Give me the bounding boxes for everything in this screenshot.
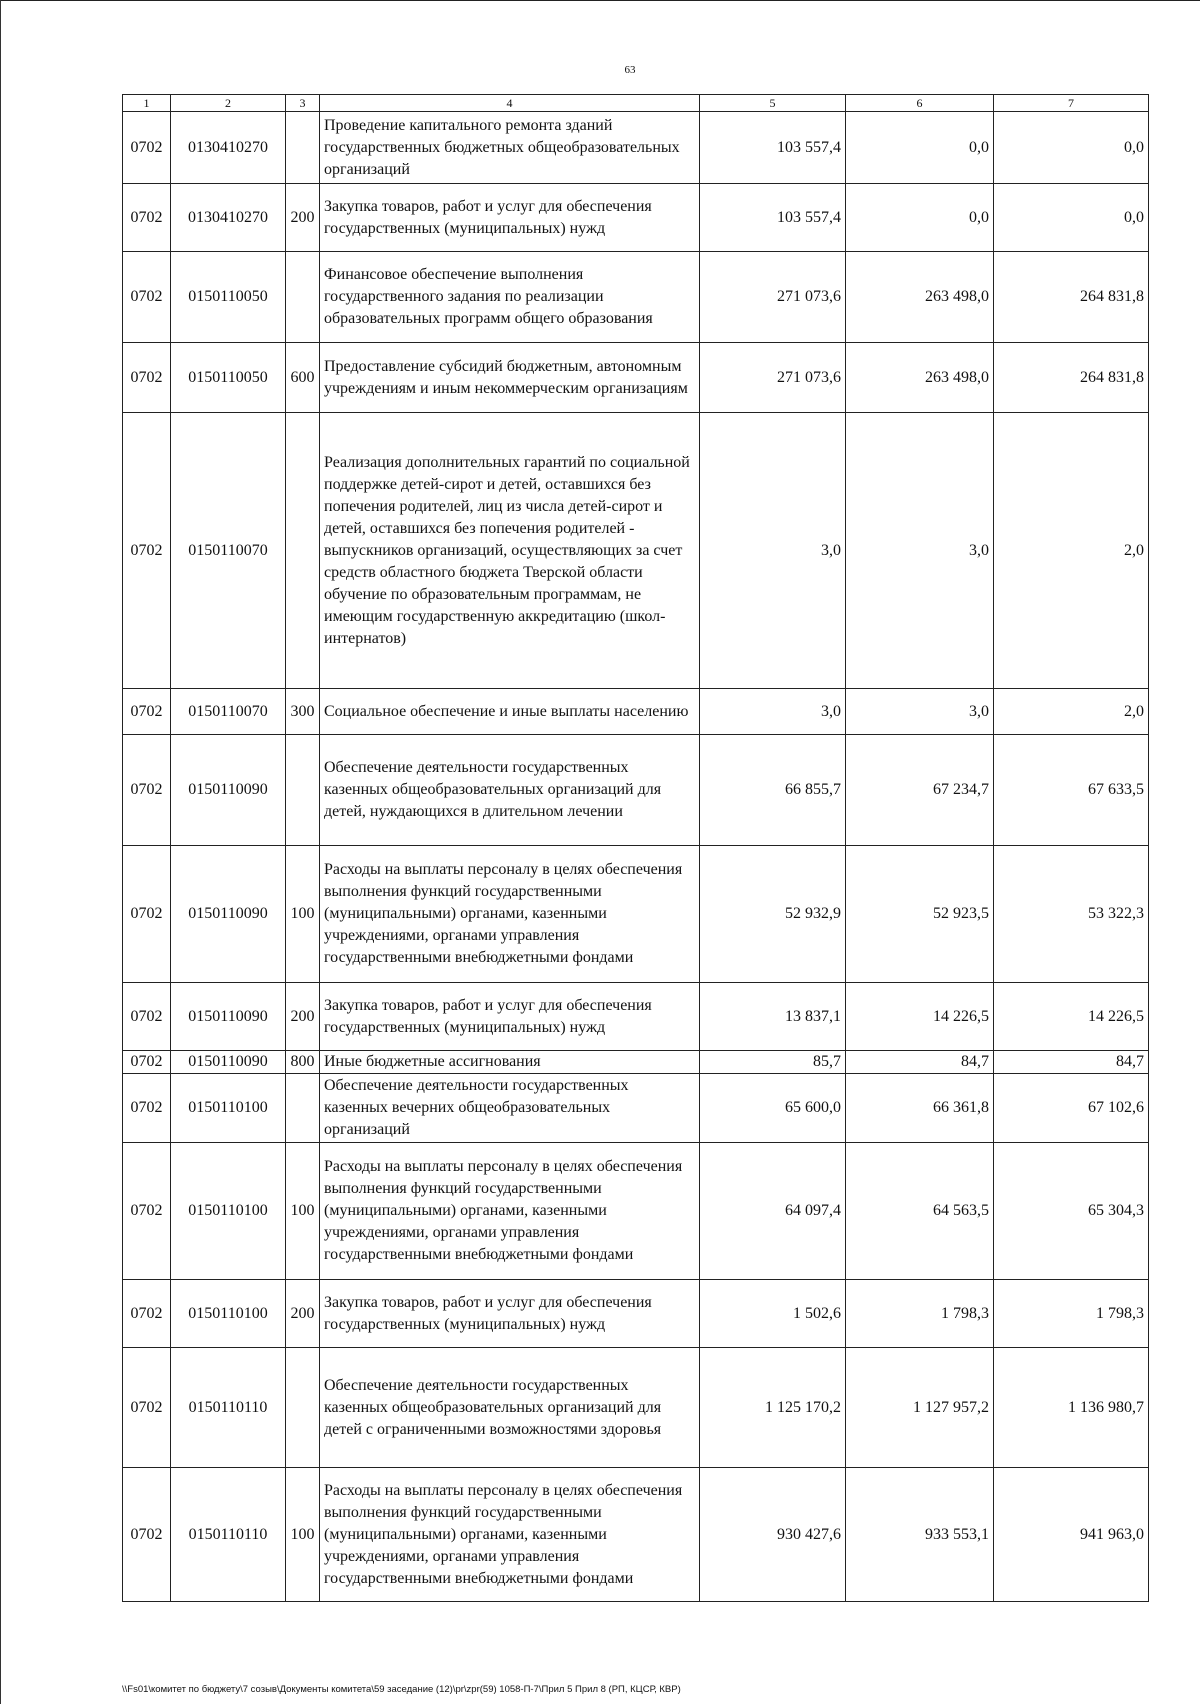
item-name: Расходы на выплаты персоналу в целях обеспечения выполнения функций государственными (муниципальными) органами, казенными учреждениями, органами управления государственными внебюджетными фондами [320,1468,700,1602]
section-code: 0702 [123,184,171,252]
target-article: 0150110090 [171,735,286,846]
col-header-1: 1 [123,95,171,112]
amount-col6: 64 563,5 [846,1143,994,1280]
table-row [123,1143,1149,1280]
item-name: Обеспечение деятельности государственных казенных общеобразовательных организаций для детей с ограниченными возможностями здоровья [320,1348,700,1468]
table-row [123,343,1149,413]
expense-type [286,735,320,846]
amount-col7: 67 633,5 [994,735,1149,846]
amount-col5: 1 125 170,2 [700,1348,846,1468]
section-code: 0702 [123,1074,171,1143]
section-code: 0702 [123,413,171,689]
table-row [123,735,1149,846]
section-code: 0702 [123,1468,171,1602]
amount-col5: 3,0 [700,689,846,735]
amount-col7: 1 798,3 [994,1280,1149,1348]
expense-type: 200 [286,1280,320,1348]
amount-col7: 14 226,5 [994,983,1149,1051]
amount-col6: 67 234,7 [846,735,994,846]
expense-type: 300 [286,689,320,735]
section-code: 0702 [123,846,171,983]
amount-col7: 2,0 [994,413,1149,689]
expense-type: 100 [286,846,320,983]
amount-col7: 264 831,8 [994,343,1149,413]
expense-type [286,1074,320,1143]
col-header-5: 5 [700,95,846,112]
section-code: 0702 [123,1143,171,1280]
table-row [123,1074,1149,1143]
amount-col5: 52 932,9 [700,846,846,983]
col-header-2: 2 [171,95,286,112]
item-name: Иные бюджетные ассигнования [320,1051,700,1074]
expense-type: 600 [286,343,320,413]
table-body [123,112,1149,1602]
table-row [123,983,1149,1051]
expense-type: 200 [286,983,320,1051]
amount-col7: 0,0 [994,184,1149,252]
section-code: 0702 [123,983,171,1051]
expense-type: 200 [286,184,320,252]
column-number-row [123,95,1149,112]
item-name: Финансовое обеспечение выполнения государственного задания по реализации образовательных программ общего образования [320,252,700,343]
expense-type [286,112,320,184]
amount-col5: 64 097,4 [700,1143,846,1280]
amount-col6: 66 361,8 [846,1074,994,1143]
table-row [123,1348,1149,1468]
item-name: Проведение капитального ремонта зданий государственных бюджетных общеобразовательных организаций [320,112,700,184]
item-name: Обеспечение деятельности государственных казенных общеобразовательных организаций для детей, нуждающихся в длительном лечении [320,735,700,846]
expense-type [286,1348,320,1468]
amount-col6: 3,0 [846,413,994,689]
table-row [123,846,1149,983]
target-article: 0150110100 [171,1143,286,1280]
amount-col5: 13 837,1 [700,983,846,1051]
amount-col7: 67 102,6 [994,1074,1149,1143]
amount-col5: 930 427,6 [700,1468,846,1602]
item-name: Реализация дополнительных гарантий по социальной поддержке детей-сирот и детей, оставшихся без попечения родителей, лиц из числа детей-сирот и детей, оставшихся без попечения родителей - выпускников организаций, осуществляющих за счет средств областного бюджета Тверской области обучение по образовательным программам, не имеющим государственную аккредитацию (школ-интернатов) [320,413,700,689]
expense-type: 100 [286,1143,320,1280]
amount-col5: 65 600,0 [700,1074,846,1143]
amount-col6: 263 498,0 [846,343,994,413]
section-code: 0702 [123,1348,171,1468]
amount-col7: 65 304,3 [994,1143,1149,1280]
expense-type [286,252,320,343]
table-row [123,1468,1149,1602]
target-article: 0150110090 [171,846,286,983]
item-name: Расходы на выплаты персоналу в целях обеспечения выполнения функций государственными (муниципальными) органами, казенными учреждениями, органами управления государственными внебюджетными фондами [320,1143,700,1280]
amount-col7: 264 831,8 [994,252,1149,343]
target-article: 0150110100 [171,1074,286,1143]
section-code: 0702 [123,735,171,846]
amount-col5: 103 557,4 [700,184,846,252]
amount-col5: 271 073,6 [700,252,846,343]
col-header-3: 3 [286,95,320,112]
table-row [123,1051,1149,1074]
expense-type: 100 [286,1468,320,1602]
table-row [123,112,1149,184]
amount-col7: 84,7 [994,1051,1149,1074]
target-article: 0150110090 [171,983,286,1051]
amount-col7: 2,0 [994,689,1149,735]
target-article: 0130410270 [171,184,286,252]
amount-col7: 0,0 [994,112,1149,184]
col-header-4: 4 [320,95,700,112]
item-name: Предоставление субсидий бюджетным, автономным учреждениям и иным некоммерческим организациям [320,343,700,413]
item-name: Обеспечение деятельности государственных казенных вечерних общеобразовательных организаций [320,1074,700,1143]
section-code: 0702 [123,343,171,413]
table-row [123,184,1149,252]
amount-col5: 3,0 [700,413,846,689]
amount-col7: 941 963,0 [994,1468,1149,1602]
target-article: 0150110070 [171,413,286,689]
expense-type: 800 [286,1051,320,1074]
target-article: 0150110110 [171,1348,286,1468]
amount-col5: 85,7 [700,1051,846,1074]
section-code: 0702 [123,689,171,735]
item-name: Социальное обеспечение и иные выплаты населению [320,689,700,735]
item-name: Закупка товаров, работ и услуг для обеспечения государственных (муниципальных) нужд [320,1280,700,1348]
budget-table [122,94,1149,1602]
amount-col6: 1 127 957,2 [846,1348,994,1468]
section-code: 0702 [123,1280,171,1348]
expense-type [286,413,320,689]
target-article: 0130410270 [171,112,286,184]
amount-col6: 263 498,0 [846,252,994,343]
section-code: 0702 [123,252,171,343]
amount-col6: 52 923,5 [846,846,994,983]
target-article: 0150110100 [171,1280,286,1348]
page-number: 63 [624,64,636,76]
scan-border-top [0,0,1200,1]
table-row [123,689,1149,735]
table-row [123,252,1149,343]
section-code: 0702 [123,1051,171,1074]
amount-col6: 933 553,1 [846,1468,994,1602]
amount-col6: 1 798,3 [846,1280,994,1348]
amount-col7: 1 136 980,7 [994,1348,1149,1468]
amount-col6: 0,0 [846,184,994,252]
table-row [123,413,1149,689]
amount-col5: 271 073,6 [700,343,846,413]
amount-col6: 84,7 [846,1051,994,1074]
footer-file-path: \\Fs01\комитет по бюджету\7 созыв\Документы комитета\59 заседание (12)\pr\zpr(59) 1058-П-7\Прил 5 Прил 8 (РП, КЦСР, КВР) [122,1684,681,1695]
amount-col6: 3,0 [846,689,994,735]
col-header-6: 6 [846,95,994,112]
table-row [123,1280,1149,1348]
amount-col7: 53 322,3 [994,846,1149,983]
amount-col5: 66 855,7 [700,735,846,846]
target-article: 0150110050 [171,252,286,343]
target-article: 0150110090 [171,1051,286,1074]
col-header-7: 7 [994,95,1149,112]
target-article: 0150110110 [171,1468,286,1602]
amount-col6: 0,0 [846,112,994,184]
amount-col5: 1 502,6 [700,1280,846,1348]
section-code: 0702 [123,112,171,184]
item-name: Расходы на выплаты персоналу в целях обеспечения выполнения функций государственными (муниципальными) органами, казенными учреждениями, органами управления государственными внебюджетными фондами [320,846,700,983]
item-name: Закупка товаров, работ и услуг для обеспечения государственных (муниципальных) нужд [320,184,700,252]
target-article: 0150110050 [171,343,286,413]
amount-col5: 103 557,4 [700,112,846,184]
item-name: Закупка товаров, работ и услуг для обеспечения государственных (муниципальных) нужд [320,983,700,1051]
scan-border-left [0,0,1,1704]
target-article: 0150110070 [171,689,286,735]
amount-col6: 14 226,5 [846,983,994,1051]
